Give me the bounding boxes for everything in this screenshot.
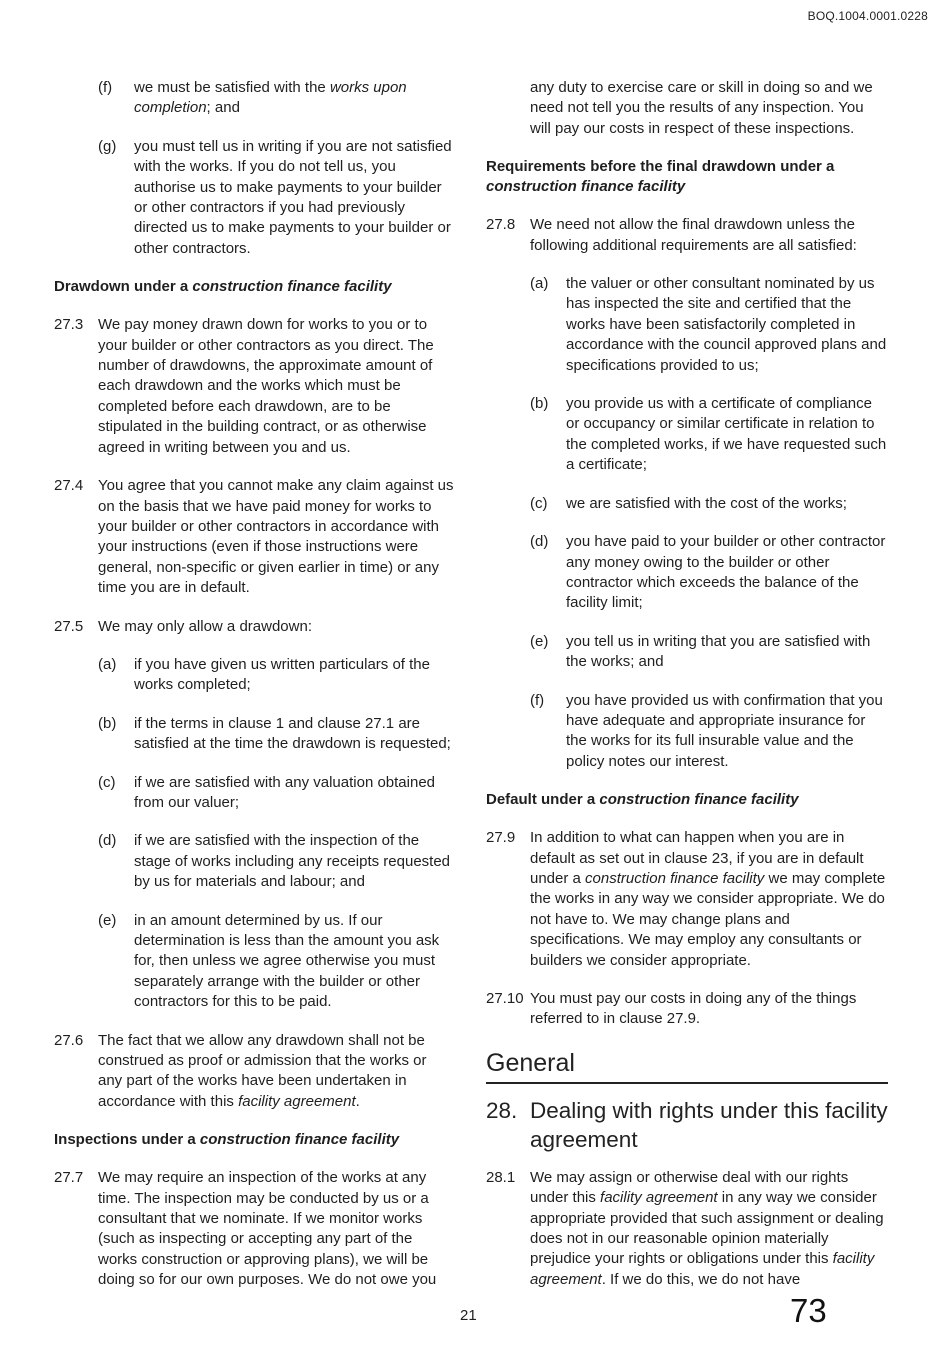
right-column — [486, 78, 888, 1308]
clause-27-8-item-a: (a) the valuer or other consultant nominated by us has inspected the site and certified that the works have been satisfactorily completed in accordance with the council approved plans and specifications provided to us; — [530, 275, 887, 374]
clause-number: 28. — [486, 1097, 518, 1123]
clause-number: 27.7 — [54, 1169, 84, 1187]
page-number: 21 — [460, 1307, 477, 1324]
clause-27-8-item-f: (f) you have provided us with confirmation that you have adequate and appropriate insurance for the works for its full insurable value and the policy notes our interest. — [530, 691, 883, 770]
clause-number: 28.1 — [486, 1168, 516, 1186]
clause-27-7-continued: any duty to exercise care or skill in doing so and we need not tell you the results of any inspection. You will pay our costs in respect of these inspections. — [530, 79, 873, 137]
item-label: (f) — [530, 691, 545, 709]
left-column — [54, 78, 454, 1309]
clause-27-5-item-a: (a) if you have given us written particulars of the works completed; — [98, 655, 430, 694]
item-label: (d) — [98, 832, 117, 850]
item-label: (c) — [98, 773, 116, 791]
clause-number: 27.8 — [486, 216, 516, 234]
clause-27-3: 27.3 We pay money drawn down for works to you or to your builder or other contractors as you direct. The number of drawdowns, the approximate amount of each drawdown and the works which must be completed before each drawdown, are to be stipulated in the building contract, or as otherwise agreed in writing between you and us. — [54, 316, 434, 456]
section-divider — [486, 1082, 888, 1084]
heading-requirements: Requirements before the final drawdown under a construction finance facility — [486, 158, 835, 196]
clause-27-8: 27.8 We need not allow the final drawdown unless the following additional requirements are all satisfied: — [486, 216, 857, 254]
clause-27-9: 27.9 In addition to what can happen when you are in default as set out in clause 23, if you are in default under a construction finance facility we may complete the works in any way we consider appropriate. We do not have to. We may change plans and specifications. We may employ any consultants or builders we consider appropriate. — [486, 829, 886, 969]
heading-clause-28: 28. Dealing with rights under this facility agreement — [486, 1097, 888, 1152]
clause-28-1: 28.1 We may assign or otherwise deal with our rights under this facility agreement in any way we consider appropriate provided that such assignment or dealing does not in our reasonable opinion materially prejudice your rights or obligations under this facility agreement. If we do this, we do not have — [486, 1168, 884, 1288]
clause-27-5-item-c: (c) if we are satisfied with any valuation obtained from our valuer; — [98, 773, 436, 811]
clause-number: 27.5 — [54, 617, 84, 635]
item-label: (b) — [530, 395, 549, 413]
item-label: (a) — [98, 655, 117, 673]
item-label: (a) — [530, 275, 549, 293]
clause-number: 27.9 — [486, 829, 516, 847]
clause-number: 27.6 — [54, 1031, 84, 1049]
section-title-general: General — [486, 1048, 575, 1077]
clause-27-2-item-f: (f) we must be satisfied with the works upon completion; and — [98, 79, 407, 117]
clause-27-5-item-d: (d) if we are satisfied with the inspection of the stage of works including any receipts requested by us for materials and labour; and — [98, 832, 451, 891]
clause-27-5-item-b: (b) if the terms in clause 1 and clause 27.1 are satisfied at the time the drawdown is requested; — [98, 714, 451, 753]
heading-inspections: Inspections under a construction finance facility — [54, 1131, 400, 1149]
item-label: (g) — [98, 137, 117, 155]
clause-number: 27.4 — [54, 477, 84, 495]
clause-27-7: 27.7 We may require an inspection of the works at any time. The inspection may be conducted by us or a consultant that we nominate. If we monitor works (such as inspecting or accepting any part of the works construction or approving plans), we will be doing so for our own purposes. We do not owe you — [54, 1169, 437, 1289]
clause-27-5: 27.5 We may only allow a drawdown: — [54, 617, 454, 637]
clause-number: 27.3 — [54, 316, 84, 334]
item-label: (c) — [530, 494, 548, 512]
item-label: (b) — [98, 714, 117, 732]
item-label: (e) — [530, 632, 549, 650]
clause-27-8-item-e: (e) you tell us in writing that you are satisfied with the works; and — [530, 632, 871, 671]
clause-27-8-item-d: (d) you have paid to your builder or other contractor any money owing to the builder or other contractor which exceeds the balance of the facility limit; — [530, 533, 886, 612]
folio-number: 73 — [790, 1292, 827, 1329]
clause-27-8-item-b: (b) you provide us with a certificate of compliance or occupancy or similar certificate in relation to the completed works, if we have requested such a certificate; — [530, 395, 887, 474]
clause-27-4: 27.4 You agree that you cannot make any claim against us on the basis that we have paid money for works to your builder or other contractors in accordance with your instructions (even if those instructions were general, non-specific or given earlier in time) or any time you are in default. — [54, 477, 454, 597]
item-label: (e) — [98, 911, 117, 929]
heading-drawdown: Drawdown under a construction finance facility — [54, 278, 392, 296]
clause-27-6: 27.6 The fact that we allow any drawdown shall not be construed as proof or admission that the works or any part of the works have been undertaken in accordance with this facility agreement. — [54, 1031, 427, 1110]
heading-default: Default under a construction finance facility — [486, 791, 799, 809]
item-label: (f) — [98, 79, 113, 96]
clause-27-10: 27.10 You must pay our costs in doing any of the things referred to in clause 27.9. — [486, 990, 857, 1028]
item-label: (d) — [530, 533, 549, 551]
clause-27-2-item-g: (g) you must tell us in writing if you are not satisfied with the works. If you do not tell us, you authorise us to make payments to your builder or other contractors if you had previously directed us to make payments to your builder or other contractors. — [98, 137, 452, 257]
clause-27-5-item-e: (e) in an amount determined by us. If our determination is less than the amount you ask for, then unless we agree otherwise you must separately arrange with the builder or other contractors for this to be paid. — [98, 911, 440, 1011]
document-id: BOQ.1004.0001.0228 — [807, 9, 928, 23]
clause-27-8-item-c: (c) we are satisfied with the cost of the works; — [486, 494, 888, 514]
clause-number: 27.10 — [486, 990, 524, 1007]
